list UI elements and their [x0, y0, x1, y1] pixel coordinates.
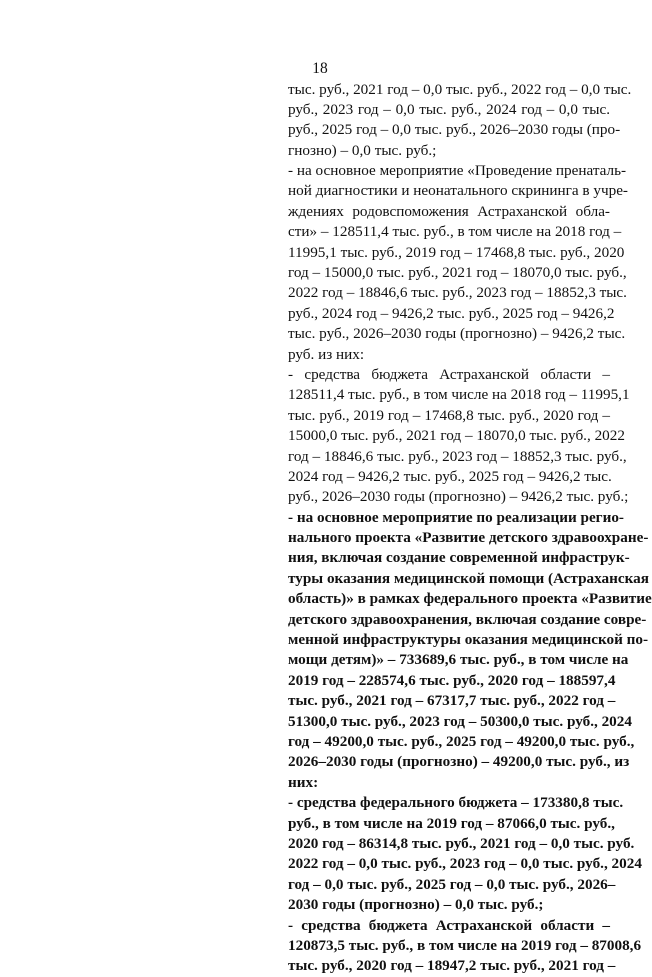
- text-line: 128511,4 тыс. руб., в том числе на 2018 год – 11995,1: [288, 386, 630, 404]
- text-line: 11995,1 тыс. руб., 2019 год – 17468,8 тыс. руб., 2020: [288, 243, 625, 261]
- page-number: 18: [312, 60, 328, 77]
- text-line: руб., 2026–2030 годы (прогнозно) – 9426,2 тыс. руб.;: [288, 488, 629, 506]
- text-line: тыс. руб., 2026–2030 годы (прогнозно) – 9426,2 тыс.: [288, 325, 626, 343]
- text-line: - средства бюджета Астраханской области –: [288, 916, 610, 934]
- text-line: руб., 2024 год – 9426,2 тыс. руб., 2025 год – 9426,2: [288, 304, 615, 322]
- text-line: год – 15000,0 тыс. руб., 2021 год – 18070,0 тыс. руб.,: [288, 264, 627, 282]
- text-line: 2026–2030 годы (прогнозно) – 49200,0 тыс. руб., из: [288, 753, 630, 771]
- text-line: год – 18846,6 тыс. руб., 2023 год – 18852,3 тыс. руб.,: [288, 447, 627, 465]
- text-line: 2019 год – 228574,6 тыс. руб., 2020 год – 188597,4: [288, 671, 616, 689]
- text-line: руб., 2023 год – 0,0 тыс. руб., 2024 год – 0,0 тыс.: [288, 100, 610, 118]
- text-line: 15000,0 тыс. руб., 2021 год – 18070,0 тыс. руб., 2022: [288, 427, 625, 445]
- text-line: них:: [288, 773, 319, 791]
- text-line: 2020 год – 86314,8 тыс. руб., 2021 год – 0,0 тыс. руб.: [288, 834, 635, 852]
- text-line: ной диагностики и неонатального скрининга в учре-: [288, 182, 628, 200]
- text-line: руб., в том числе на 2019 год – 87066,0 тыс. руб.,: [288, 814, 615, 832]
- text-line: 2030 годы (прогнозно) – 0,0 тыс. руб.;: [288, 896, 544, 914]
- text-line: тыс. руб., 2021 год – 67317,7 тыс. руб., 2022 год –: [288, 692, 616, 710]
- text-line: 120873,5 тыс. руб., в том числе на 2019 год – 87008,6: [288, 936, 642, 954]
- text-line: 51300,0 тыс. руб., 2023 год – 50300,0 тыс. руб., 2024: [288, 712, 632, 730]
- text-line: область)» в рамках федерального проекта «Развитие: [288, 590, 652, 608]
- text-line: гнозно) – 0,0 тыс. руб.;: [288, 141, 437, 159]
- text-line: руб. из них:: [288, 345, 365, 363]
- text-line: - средства бюджета Астраханской области –: [288, 365, 610, 383]
- text-line: год – 49200,0 тыс. руб., 2025 год – 49200,0 тыс. руб.,: [288, 733, 635, 750]
- text-line: - на основное мероприятие «Проведение пренаталь-: [288, 162, 627, 180]
- text-line: нального проекта «Развитие детского здравоохране-: [288, 529, 649, 547]
- text-line: год – 0,0 тыс. руб., 2025 год – 0,0 тыс. руб., 2026–: [288, 875, 616, 893]
- text-line: 2024 год – 9426,2 тыс. руб., 2025 год – 9426,2 тыс.: [288, 467, 612, 485]
- text-line: - средства федерального бюджета – 173380,8 тыс.: [288, 794, 624, 812]
- text-line: руб., 2025 год – 0,0 тыс. руб., 2026–2030 годы (про-: [288, 121, 621, 139]
- text-line: мощи детям)» – 733689,6 тыс. руб., в том числе на: [288, 651, 629, 669]
- text-line: тыс. руб., 2021 год – 0,0 тыс. руб., 2022 год – 0,0 тыс.: [288, 80, 632, 98]
- text-line: 2022 год – 0,0 тыс. руб., 2023 год – 0,0 тыс. руб., 2024: [288, 855, 642, 873]
- document-body: [288, 80, 652, 977]
- text-line: 2022 год – 18846,6 тыс. руб., 2023 год – 18852,3 тыс.: [288, 284, 627, 302]
- text-line: ния, включая создание современной инфраструк-: [288, 549, 630, 567]
- text-line: тыс. руб., 2019 год – 17468,8 тыс. руб., 2020 год –: [288, 406, 610, 424]
- text-line: туры оказания медицинской помощи (Астраханская: [288, 569, 649, 587]
- text-line: детского здравоохранения, включая создание совре-: [288, 610, 647, 628]
- text-line: тыс. руб., 2020 год – 18947,2 тыс. руб., 2021 год –: [288, 957, 616, 975]
- text-line: сти» – 128511,4 тыс. руб., в том числе на 2018 год –: [288, 223, 622, 241]
- text-line: менной инфраструктуры оказания медицинской по-: [288, 631, 649, 649]
- text-line: - на основное мероприятие по реализации регио-: [288, 508, 624, 526]
- text-line: ждениях родовспоможения Астраханской обла-: [288, 202, 610, 220]
